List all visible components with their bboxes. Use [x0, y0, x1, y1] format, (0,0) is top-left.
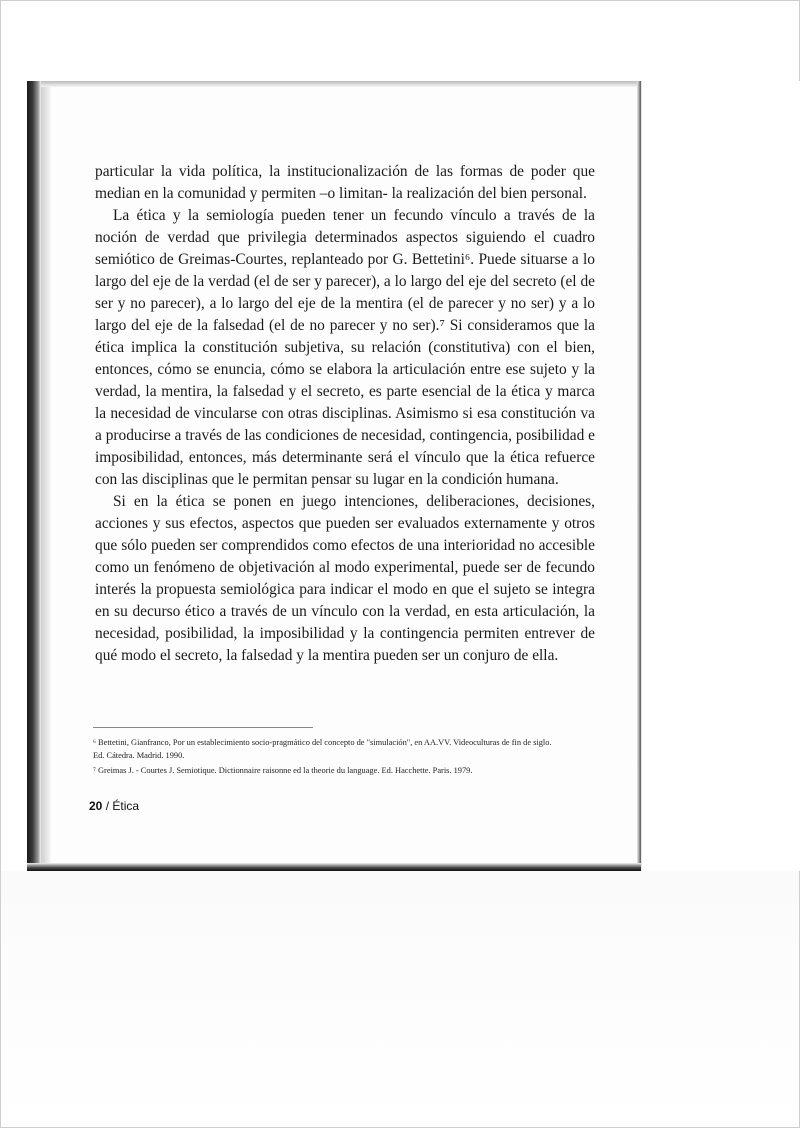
- page-number: 20: [89, 799, 103, 813]
- running-title: Ética: [112, 799, 140, 813]
- scan-bed-area: [1, 871, 799, 1127]
- footnote-6: ⁶ Bettetini, Gianfranco, Por un establecimiento socio-pragmático del concepto de "simulación", en AA.VV. Videoculturas de fin de siglo. Ed. Cátedra. Madrid. 1990.: [93, 738, 552, 760]
- page-folio: [89, 799, 139, 813]
- body-text: [95, 161, 595, 667]
- paragraph-2: La ética y la semiología pueden tener un fecundo vínculo a través de la noción de verdad que privilegia determinados aspectos siguiendo el cuadro semiótico de Greimas-Courtes, replanteado por G. Bettetini⁶. Puede situarse a lo largo del eje de la verdad (el de ser y parecer), a lo largo del eje del secreto (el de ser y no parecer), a lo largo del eje de la mentira (el de parecer y no ser) y a lo largo del eje de la falsedad (el de no parecer y no ser).⁷ Si consideramos que la ética implica la constitución subjetiva, su relación (constitutiva) con el bien, entonces, cómo se enuncia, cómo se elabora la articulación entre ese sujeto y la verdad, la mentira, la falsedad y el secreto, es parte esencial de la ética y marca la necesidad de vincularse con otras disciplinas. Asimismo si esa constitución va a producirse a través de las condiciones de necesidad, contingencia, posibilidad e imposibilidad, entonces, más determinante será el vínculo que la ética refuerce con las disciplinas que le permitan pensar su lugar en la condición humana.: [95, 207, 595, 488]
- facing-page-edge: [641, 81, 800, 871]
- footnote-rule: [93, 727, 313, 728]
- bottom-edge-shadow: [27, 863, 641, 871]
- binding-shadow: [27, 81, 41, 871]
- paragraph-3: Si en la ética se ponen en juego intenciones, deliberaciones, decisiones, acciones y sus efectos, aspectos que pueden ser evaluados externamente y otros que sólo pueden ser comprendidos como efectos de una interioridad no accesible como un fenómeno de objetivación al modo experimental, puede ser de fecundo interés la propuesta semiológica para indicar el modo en que el sujeto se integra en su decurso ético a través de un vínculo con la verdad, en esta articulación, la necesidad, posibilidad, la imposibilidad y la contingencia permiten entrever de qué modo el secreto, la falsedad y la mentira pueden ser un conjuro de ella.: [95, 493, 595, 664]
- top-edge-shadow: [41, 81, 641, 87]
- scanned-page: [27, 81, 641, 871]
- binding-shadow-inner: [41, 81, 51, 871]
- folio-separator: /: [105, 799, 110, 813]
- footnotes: [93, 727, 563, 779]
- paragraph-1: particular la vida política, la institucionalización de las formas de poder que median en la comunidad y permiten –o limitan- la realización del bien personal.: [95, 163, 595, 202]
- footnote-7: ⁷ Greimas J. - Courtes J. Semiotique. Dictionnaire raisonne ed la theorie du language. Ed. Hacchette. Paris. 1979.: [93, 766, 473, 775]
